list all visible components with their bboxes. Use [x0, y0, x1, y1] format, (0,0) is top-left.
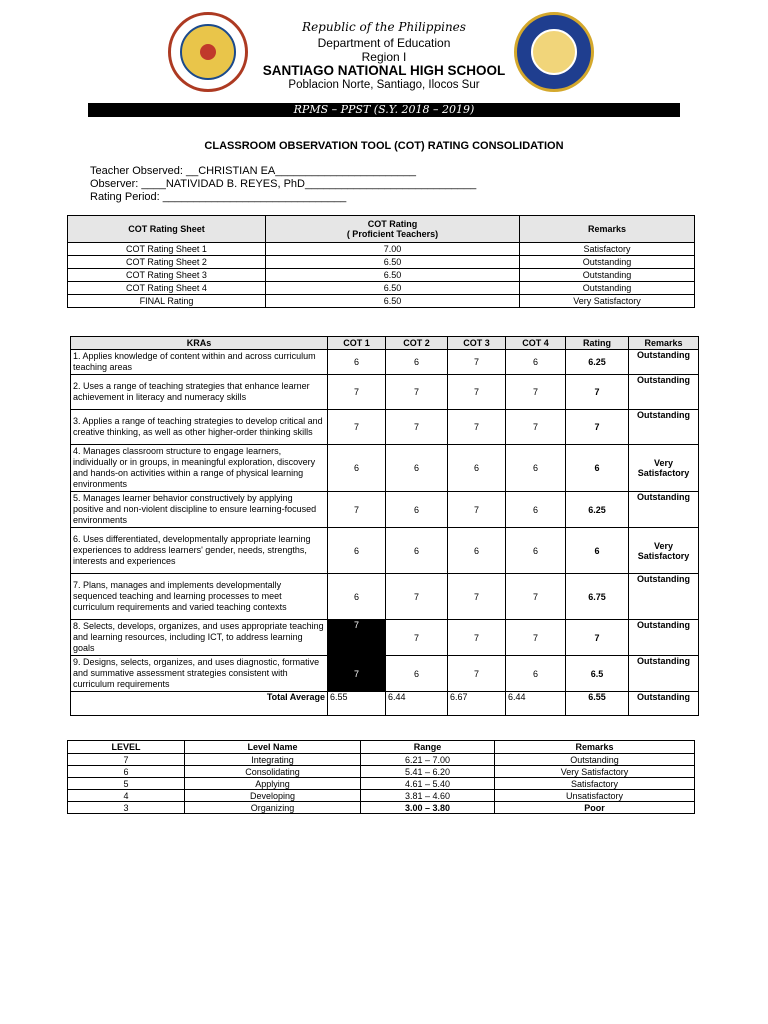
table-row	[68, 790, 695, 802]
table-cell: 6	[448, 445, 506, 492]
table-cell: 7	[328, 410, 386, 445]
table-cell: Developing	[185, 790, 361, 802]
table-cell: 6	[386, 528, 448, 574]
table-cell: 6	[386, 445, 448, 492]
table-cell: 7	[328, 656, 386, 692]
table-cell: 7	[386, 620, 448, 656]
table-cell: COT Rating Sheet 3	[68, 269, 266, 282]
kra-description: 4. Manages classroom structure to engage learners, individually or in groups, in meaningful exploration, discovery and hands-on activities within a range of physical learning environments	[71, 445, 328, 492]
remarks-cell: Outstanding	[629, 375, 699, 410]
table-cell: 7	[328, 620, 386, 656]
table-cell: 7	[386, 375, 448, 410]
table-cell: 7	[566, 410, 629, 445]
table-cell: COT Rating Sheet 2	[68, 256, 266, 269]
table-cell: 5	[68, 778, 185, 790]
table-cell: 6	[506, 492, 566, 528]
table-cell: 6	[506, 350, 566, 375]
table-cell: 6.25	[566, 350, 629, 375]
region-heading: Region I	[361, 50, 407, 64]
table-header-row	[71, 337, 699, 350]
table-cell: 7	[448, 350, 506, 375]
column-header: KRAs	[71, 337, 328, 350]
table-cell: 6	[506, 528, 566, 574]
table-cell: 7	[448, 375, 506, 410]
table-cell: Satisfactory	[495, 778, 695, 790]
table-cell: 5.41 – 6.20	[361, 766, 495, 778]
table-row	[71, 574, 699, 620]
remarks-cell: Outstanding	[629, 574, 699, 620]
table-cell: 3.81 – 4.60	[361, 790, 495, 802]
column-header: Remarks	[495, 741, 695, 754]
column-header: Remarks	[629, 337, 699, 350]
table-cell: 6.75	[566, 574, 629, 620]
column-header: COT Rating Sheet	[68, 216, 266, 243]
kra-description: 2. Uses a range of teaching strategies that enhance learner achievement in literacy and numeracy skills	[71, 375, 328, 410]
school-address: Poblacion Norte, Santiago, Ilocos Sur	[288, 79, 480, 91]
table-header-row	[68, 741, 695, 754]
table-cell: 6.21 – 7.00	[361, 754, 495, 766]
table-row	[71, 350, 699, 375]
table-cell: 6	[328, 574, 386, 620]
column-header: Level Name	[185, 741, 361, 754]
school-name: SANTIAGO NATIONAL HIGH SCHOOL	[262, 63, 506, 78]
table-row	[68, 243, 695, 256]
table-cell: 6.55	[328, 692, 386, 716]
column-header: COT 2	[386, 337, 448, 350]
total-average-label: Total Average	[71, 692, 328, 716]
column-header: Range	[361, 741, 495, 754]
table-cell: 6	[448, 528, 506, 574]
column-header: COT 1	[328, 337, 386, 350]
table-cell: 7.00	[266, 243, 520, 256]
table-cell: Consolidating	[185, 766, 361, 778]
column-header: Remarks	[520, 216, 695, 243]
table-cell: 6.67	[448, 692, 506, 716]
table-cell: 6.50	[266, 295, 520, 308]
table-cell: 6.44	[386, 692, 448, 716]
total-average-row	[71, 692, 699, 716]
table-row	[71, 656, 699, 692]
table-cell: 6	[328, 350, 386, 375]
remarks-cell: Outstanding	[629, 410, 699, 445]
table-row	[68, 754, 695, 766]
table-cell: 7	[328, 492, 386, 528]
table-row	[68, 295, 695, 308]
table-cell: 7	[566, 375, 629, 410]
remarks-cell: Very Satisfactory	[629, 528, 699, 574]
table-cell: 6	[386, 492, 448, 528]
table-cell: Outstanding	[495, 754, 695, 766]
table-cell: 7	[506, 375, 566, 410]
table-cell: 7	[506, 574, 566, 620]
table-cell: 6	[506, 445, 566, 492]
table-cell: 7	[448, 656, 506, 692]
table-header-row	[68, 216, 695, 243]
table-cell: Outstanding	[520, 256, 695, 269]
table-cell: Unsatisfactory	[495, 790, 695, 802]
table-cell: 7	[506, 620, 566, 656]
column-header: COT 4	[506, 337, 566, 350]
kra-ratings-table	[70, 336, 699, 716]
column-header: Rating	[566, 337, 629, 350]
column-header: COT 3	[448, 337, 506, 350]
table-cell: Poor	[495, 802, 695, 814]
remarks-cell: Outstanding	[629, 620, 699, 656]
table-row	[71, 410, 699, 445]
table-cell: 6.50	[266, 256, 520, 269]
teacher-observed-line: Teacher Observed: __CHRISTIAN EA_______________________	[90, 165, 416, 177]
table-row	[71, 375, 699, 410]
republic-heading: Republic of the Philippines	[302, 20, 466, 34]
cot-summary-table	[67, 215, 695, 308]
table-cell: 7	[386, 410, 448, 445]
kra-description: 6. Uses differentiated, developmentally appropriate learning experiences to address learners' gender, needs, strengths, interests and experiences	[71, 528, 328, 574]
remarks-cell: Outstanding	[629, 350, 699, 375]
table-cell: 7	[68, 754, 185, 766]
table-cell: 6	[386, 656, 448, 692]
kra-description: 5. Manages learner behavior constructively by applying positive and non-violent discipline to ensure learning-focused environments	[71, 492, 328, 528]
table-row	[68, 766, 695, 778]
table-cell: 6	[566, 445, 629, 492]
table-cell: FINAL Rating	[68, 295, 266, 308]
table-row	[71, 528, 699, 574]
table-cell: 7	[506, 410, 566, 445]
table-cell: Outstanding	[520, 269, 695, 282]
table-row	[71, 620, 699, 656]
table-cell: 6	[386, 350, 448, 375]
column-header: COT Rating ( Proficient Teachers)	[266, 216, 520, 243]
table-cell: 6	[68, 766, 185, 778]
table-cell: 6.50	[266, 282, 520, 295]
remarks-cell: Very Satisfactory	[629, 445, 699, 492]
kra-description: 3. Applies a range of teaching strategies to develop critical and creative thinking, as well as other higher-order thinking skills	[71, 410, 328, 445]
table-cell: 4	[68, 790, 185, 802]
document-title: CLASSROOM OBSERVATION TOOL (COT) RATING CONSOLIDATION	[204, 140, 564, 152]
table-row	[71, 445, 699, 492]
table-cell: 6	[328, 445, 386, 492]
table-cell: 7	[448, 492, 506, 528]
table-cell: Organizing	[185, 802, 361, 814]
kra-description: 9. Designs, selects, organizes, and uses diagnostic, formative and summative assessment strategies consistent with curriculum requirements	[71, 656, 328, 692]
table-cell: Satisfactory	[520, 243, 695, 256]
table-cell: 6.55	[566, 692, 629, 716]
table-cell: 7	[448, 620, 506, 656]
table-cell: 6.25	[566, 492, 629, 528]
table-cell: 7	[448, 410, 506, 445]
table-row	[68, 802, 695, 814]
table-row	[68, 256, 695, 269]
table-cell: Outstanding	[520, 282, 695, 295]
column-header: LEVEL	[68, 741, 185, 754]
table-cell: 7	[386, 574, 448, 620]
table-cell: 7	[328, 375, 386, 410]
table-cell: Very Satisfactory	[495, 766, 695, 778]
table-row	[68, 269, 695, 282]
table-cell: Applying	[185, 778, 361, 790]
department-heading: Department of Education	[317, 36, 451, 50]
table-cell: Outstanding	[629, 692, 699, 716]
table-cell: 6	[566, 528, 629, 574]
table-row	[68, 778, 695, 790]
table-cell: 3.00 – 3.80	[361, 802, 495, 814]
table-cell: 6.50	[266, 269, 520, 282]
table-cell: 4.61 – 5.40	[361, 778, 495, 790]
school-year-banner: RPMS – PPST (S.Y. 2018 – 2019)	[88, 103, 680, 117]
table-cell: Very Satisfactory	[520, 295, 695, 308]
table-cell: 6	[328, 528, 386, 574]
table-cell: 7	[566, 620, 629, 656]
remarks-cell: Outstanding	[629, 492, 699, 528]
kra-description: 7. Plans, manages and implements developmentally sequenced teaching and learning processes to meet curriculum requirements and varied teaching contexts	[71, 574, 328, 620]
observer-line: Observer: ____NATIVIDAD B. REYES, PhD____________________________	[90, 178, 477, 190]
table-cell: 7	[448, 574, 506, 620]
remarks-cell: Outstanding	[629, 656, 699, 692]
table-cell: 6	[506, 656, 566, 692]
level-legend-table	[67, 740, 695, 814]
kra-description: 1. Applies knowledge of content within and across curriculum teaching areas	[71, 350, 328, 375]
table-cell: 6.44	[506, 692, 566, 716]
table-cell: COT Rating Sheet 4	[68, 282, 266, 295]
table-row	[71, 492, 699, 528]
table-cell: COT Rating Sheet 1	[68, 243, 266, 256]
table-row	[68, 282, 695, 295]
table-cell: 3	[68, 802, 185, 814]
kra-description: 8. Selects, develops, organizes, and uses appropriate teaching and learning resources, including ICT, to address learning goals	[71, 620, 328, 656]
table-cell: Integrating	[185, 754, 361, 766]
table-cell: 6.5	[566, 656, 629, 692]
rating-period-line: Rating Period: ______________________________	[90, 191, 347, 203]
